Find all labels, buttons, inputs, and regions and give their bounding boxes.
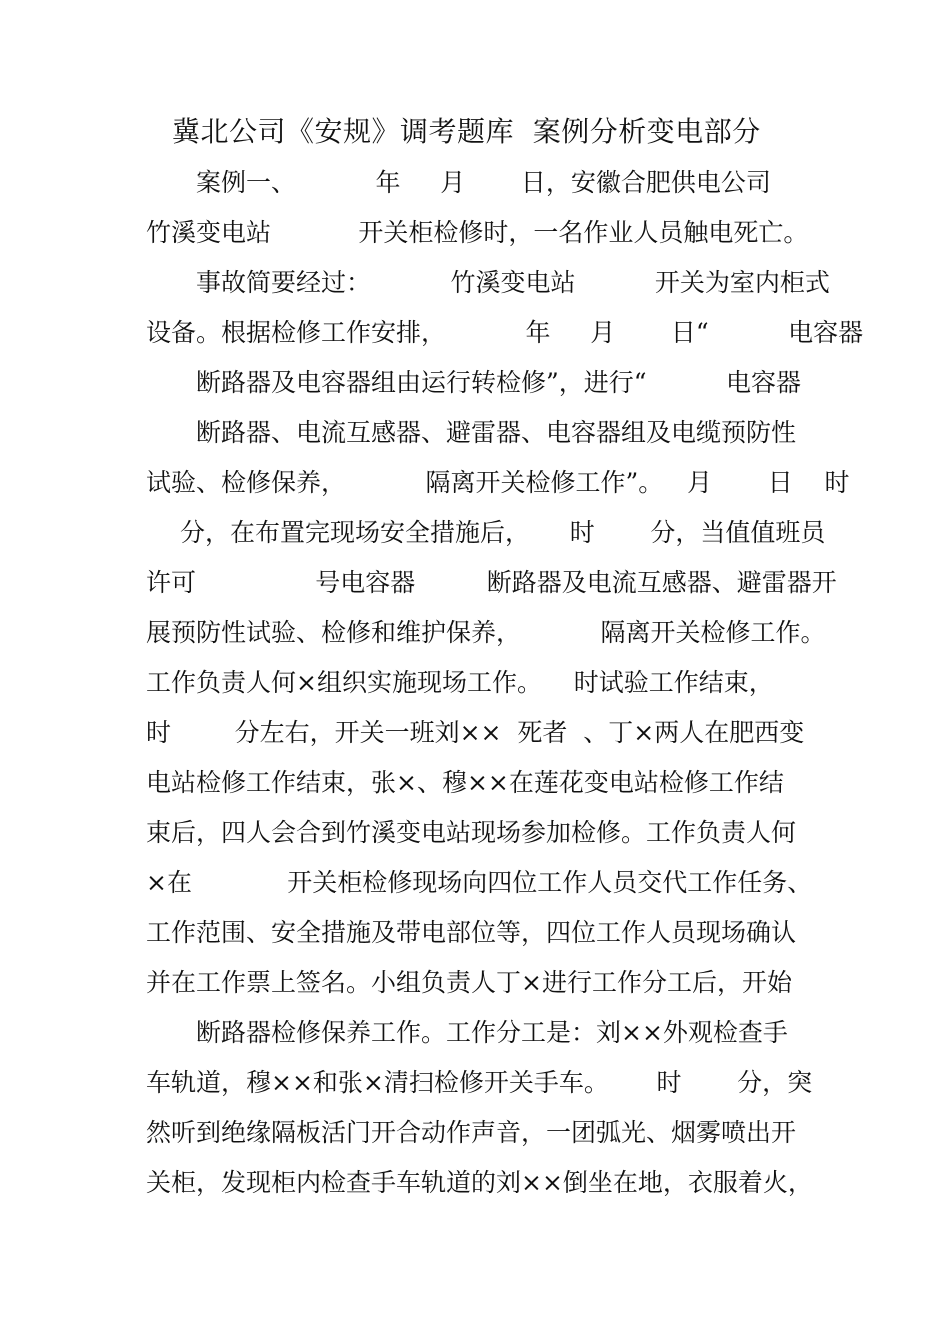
paragraph-line: 断路器、电流互感器、避雷器、电容器组及电缆预防性 [196,418,797,447]
paragraph-line: 车轨道，穆××和张×清扫检修开关手车。 时 分，突 [146,1068,813,1097]
paragraph-line: 关柜，发现柜内检查手车轨道的刘××倒坐在地，衣服着火， [146,1168,813,1197]
paragraph-line: 断路器检修保养工作。工作分工是：刘××外观检查手 [196,1018,788,1047]
paragraph-line: 分，在布置完现场安全措施后， 时 分，当值值班员 [180,518,826,547]
document-title: 冀北公司《安规》调考题库 案例分析变电部分 [172,115,761,148]
paragraph-line: 并在工作票上签名。小组负责人丁×进行工作分工后，开始 [146,968,792,997]
paragraph-line: 然听到绝缘隔板活门开合动作声音，一团弧光、烟雾喷出开 [146,1118,797,1147]
paragraph-line: ×在 开关柜检修现场向四位工作人员交代工作任务、 [146,868,813,897]
paragraph-line: 竹溪变电站 开关柜检修时，一名作业人员触电死亡。 [146,218,809,247]
paragraph-line: 断路器及电容器组由运行转检修”，进行“ 电容器 [196,368,802,397]
paragraph-line: 电站检修工作结束，张×、穆××在莲花变电站检修工作结 [146,768,784,797]
paragraph-line: 工作负责人何×组织实施现场工作。 时试验工作结束， [146,668,774,697]
paragraph-line: 展预防性试验、检修和维护保养， 隔离开关检修工作。 [146,618,826,647]
paragraph-line: 时 分左右，开关一班刘×× 死者 、丁×两人在肥西变 [146,718,805,747]
paragraph-line: 试验、检修保养， 隔离开关检修工作”。 月 日 时 [146,468,850,497]
paragraph-line: 工作范围、安全措施及带电部位等，四位工作人员现场确认 [146,918,797,947]
paragraph-line: 设备。根据检修工作安排， 年 月 日“ 电容器 [146,318,864,347]
paragraph-line: 事故简要经过： 竹溪变电站 开关为室内柜式 [196,268,830,297]
paragraph-line: 许可 号电容器 断路器及电流互感器、避雷器开 [146,568,837,597]
paragraph-line: 束后，四人会合到竹溪变电站现场参加检修。工作负责人何 [146,818,797,847]
paragraph-line: 案例一、 年 月 日，安徽合肥供电公司 [196,168,771,197]
